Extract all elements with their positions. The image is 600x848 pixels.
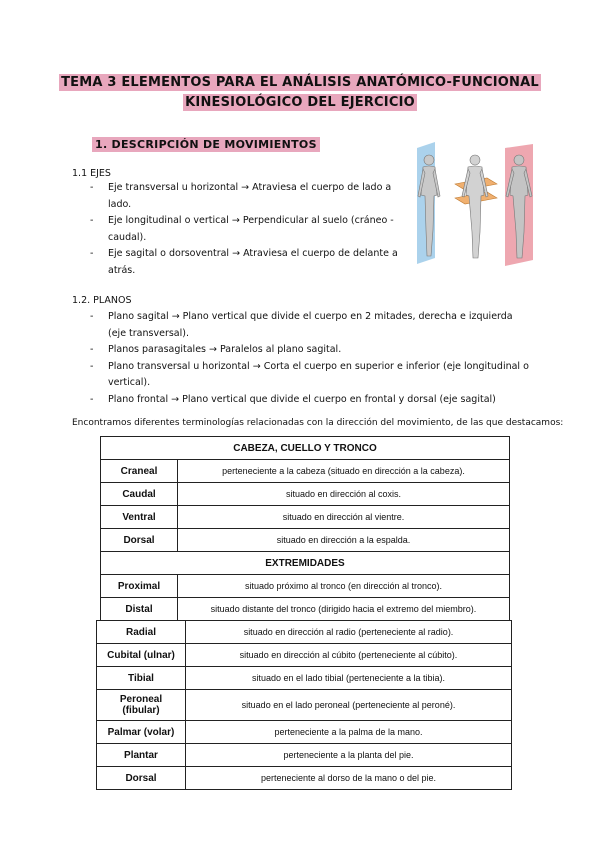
table-row xyxy=(101,460,510,483)
anatomical-planes-figure xyxy=(407,140,537,268)
term-cell: Peroneal (fibular) xyxy=(97,690,186,721)
definition-cell: situado en dirección al radio (perteneciente al radio). xyxy=(186,621,512,644)
term-cell: Plantar xyxy=(97,744,186,767)
definition-cell: perteneciente a la planta del pie. xyxy=(186,744,512,767)
definition-cell: situado en dirección a la espalda. xyxy=(178,529,510,552)
term-cell: Proximal xyxy=(101,575,178,598)
definition-cell: situado en dirección al vientre. xyxy=(178,506,510,529)
list-item: - Eje transversal u horizontal → Atraviesa el cuerpo de lado a lado. xyxy=(90,180,400,213)
table-row xyxy=(97,644,512,667)
definition-cell: situado en dirección al coxis. xyxy=(178,483,510,506)
table-row xyxy=(97,721,512,744)
table-row xyxy=(97,667,512,690)
list-item: - Planos parasagitales → Paralelos al plano sagital. xyxy=(90,342,530,359)
list-item: - Plano sagital → Plano vertical que divide el cuerpo en 2 mitades, derecha e izquierda (eje transversal). xyxy=(90,309,530,342)
term-cell: Craneal xyxy=(101,460,178,483)
planos-heading: 1.2. PLANOS xyxy=(72,295,132,306)
table-row xyxy=(97,744,512,767)
section-heading: 1. DESCRIPCIÓN DE MOVIMIENTOS xyxy=(92,137,320,152)
definition-cell: perteneciente al dorso de la mano o del pie. xyxy=(186,767,512,790)
ejes-heading: 1.1 EJES xyxy=(72,168,111,179)
table-row xyxy=(101,598,510,621)
definition-cell: situado en el lado tibial (perteneciente a la tibia). xyxy=(186,667,512,690)
planos-list xyxy=(90,309,530,408)
list-item: - Plano frontal → Plano vertical que divide el cuerpo en frontal y dorsal (eje sagital) xyxy=(90,392,530,409)
intro-text: Encontramos diferentes terminologías relacionadas con la dirección del movimiento, de las que destacamos: xyxy=(72,418,564,428)
term-cell: Tibial xyxy=(97,667,186,690)
definition-cell: situado en dirección al cúbito (perteneciente al cúbito). xyxy=(186,644,512,667)
definition-cell: perteneciente a la cabeza (situado en dirección a la cabeza). xyxy=(178,460,510,483)
title-line-1: TEMA 3 ELEMENTOS PARA EL ANÁLISIS ANATÓMICO-FUNCIONAL xyxy=(61,75,539,90)
table-row xyxy=(101,483,510,506)
table-header: CABEZA, CUELLO Y TRONCO xyxy=(101,437,510,460)
terminology-table-2 xyxy=(96,620,512,790)
table-row xyxy=(101,506,510,529)
table-row xyxy=(101,529,510,552)
definition-cell: situado próximo al tronco (en dirección al tronco). xyxy=(178,575,510,598)
term-cell: Dorsal xyxy=(97,767,186,790)
ejes-list xyxy=(90,180,400,279)
term-cell: Cubital (ulnar) xyxy=(97,644,186,667)
table-row xyxy=(97,767,512,790)
list-item: - Plano transversal u horizontal → Corta el cuerpo en superior e inferior (eje longitudinal o vertical). xyxy=(90,359,530,392)
table-row xyxy=(97,690,512,721)
body-figure-middle xyxy=(462,155,488,258)
title-line-2: KINESIOLÓGICO DEL EJERCICIO xyxy=(185,95,415,110)
definition-cell: perteneciente a la palma de la mano. xyxy=(186,721,512,744)
list-item: - Eje sagital o dorsoventral → Atraviesa el cuerpo de delante a atrás. xyxy=(90,246,400,279)
list-item: - Eje longitudinal o vertical → Perpendicular al suelo (cráneo - caudal). xyxy=(90,213,400,246)
term-cell: Distal xyxy=(101,598,178,621)
term-cell: Radial xyxy=(97,621,186,644)
table-row xyxy=(97,621,512,644)
term-cell: Palmar (volar) xyxy=(97,721,186,744)
term-cell: Ventral xyxy=(101,506,178,529)
term-cell: Dorsal xyxy=(101,529,178,552)
definition-cell: situado distante del tronco (dirigido hacia el extremo del miembro). xyxy=(178,598,510,621)
term-cell: Caudal xyxy=(101,483,178,506)
definition-cell: situado en el lado peroneal (perteneciente al peroné). xyxy=(186,690,512,721)
terminology-table-1 xyxy=(100,436,510,621)
table-row xyxy=(101,575,510,598)
table-header: EXTREMIDADES xyxy=(101,552,510,575)
